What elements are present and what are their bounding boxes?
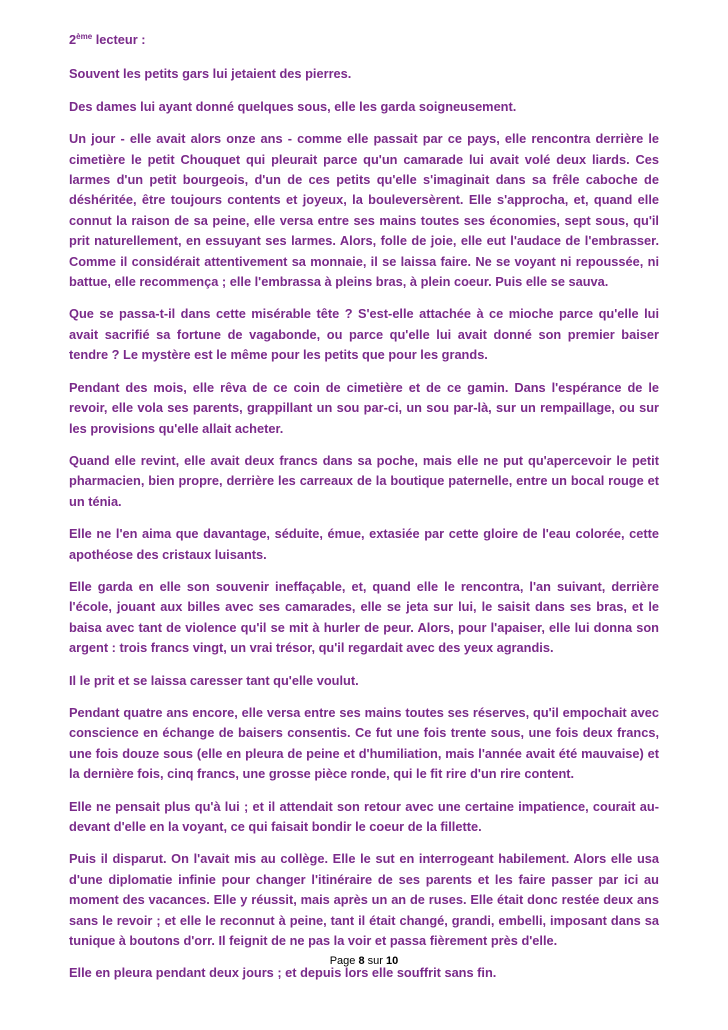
paragraph: Quand elle revint, elle avait deux francs dans sa poche, mais elle ne put qu'apercevoir le petit pharmacien, bien propre, derrière les carreaux de la boutique paternelle, entre un bocal rouge et un ténia. (69, 452, 659, 509)
page-separator: sur (367, 955, 383, 967)
paragraph: Souvent les petits gars lui jetaient des pierres. (69, 66, 352, 82)
page-total: 10 (386, 955, 399, 967)
reader-superscript: ème (76, 32, 93, 41)
paragraph: Pendant quatre ans encore, elle versa entre ses mains toutes ses réserves, qu'il empochait avec conscience en échange de baisers consentis. Ce fut une fois trente sous, une fois deux francs, une fois douze sous (elle en pleura de peine et d'humiliation, mais l'année avait été mauvaise) et la dernière fois, cinq francs, une grosse pièce ronde, qui le fit rire d'un rire content. (69, 704, 659, 782)
document-body (69, 30, 659, 996)
paragraph: Il le prit et se laissa caresser tant qu'elle voulut. (69, 672, 359, 688)
reader-number: 2 (69, 32, 77, 47)
paragraph: Un jour - elle avait alors onze ans - comme elle passait par ce pays, elle rencontra derrière le cimetière le petit Chouquet qui pleurait parce qu'un camarade lui avait volé deux liards. Ces larmes d'un petit bourgeois, d'un de ces petits qu'elle s'imaginait dans sa frêle caboche de déshéritée, être toujours contents et joyeux, la bouleversèrent. Elle s'approcha, et, quand elle connut la raison de sa peine, elle versa entre ses mains toutes ses économies, sept sous, qu'il prit naturellement, en essuyant ses larmes. Alors, folle de joie, elle eut l'audace de l'embrasser. Comme il considérait attentivement sa monnaie, il se laissa faire. Ne se voyant ni repoussée, ni battue, elle recommença ; elle l'embrassa à pleins bras, à plein coeur. Puis elle se sauva. (69, 131, 659, 290)
page-footer (0, 955, 728, 967)
paragraph: Elle en pleura pendant deux jours ; et depuis lors elle souffrit sans fin. (69, 965, 497, 981)
paragraph: Des dames lui ayant donné quelques sous, elle les garda soigneusement. (69, 98, 517, 114)
reader-label: lecteur : (95, 32, 146, 47)
paragraph: Puis il disparut. On l'avait mis au collège. Elle le sut en interrogeant habilement. Alors elle usa d'une diplomatie infinie pour changer l'itinéraire de ses parents et les faire passer par ici au moment des vacances. Elle y réussit, mais après un an de ruses. Elle était donc restée deux ans sans le revoir ; et elle le reconnut à peine, tant il était changé, grandi, embelli, imposant dans sa tunique à boutons d'orr. Il feignit de ne pas la voir et passa fièrement près d'elle. (69, 851, 659, 949)
paragraph: Pendant des mois, elle rêva de ce coin de cimetière et de ce gamin. Dans l'espérance de le revoir, elle vola ses parents, grappillant un sou par-ci, un sou par-là, sur un rempaillage, ou sur les provisions qu'elle allait acheter. (69, 379, 659, 436)
paragraph: Elle ne pensait plus qu'à lui ; et il attendait son retour avec une certaine impatience, courait au-devant d'elle en la voyant, ce qui faisait bondir le coeur de la fillette. (69, 798, 659, 834)
paragraph: Elle ne l'en aima que davantage, séduite, émue, extasiée par cette gloire de l'eau colorée, cette apothéose des cristaux luisants. (69, 526, 659, 562)
paragraph: Que se passa-t-il dans cette misérable tête ? S'est-elle attachée à ce mioche parce qu'elle lui avait sacrifié sa fortune de vagabonde, ou parce qu'elle lui avait donné son premier baiser tendre ? Le mystère est le même pour les petits que pour les grands. (69, 306, 659, 363)
paragraph: Elle garda en elle son souvenir ineffaçable, et, quand elle le rencontra, l'an suivant, derrière l'école, jouant aux billes avec ses camarades, elle se jeta sur lui, le saisit dans ses bras, et le baisa avec tant de violence qu'il se mit à hurler de peur. Alors, pour l'apaiser, elle lui donna son argent : trois francs vingt, un vrai trésor, qu'il regardait avec des yeux agrandis. (69, 578, 659, 656)
reader-heading (69, 30, 659, 50)
page-current: 8 (358, 955, 365, 967)
page-prefix: Page (329, 955, 356, 967)
